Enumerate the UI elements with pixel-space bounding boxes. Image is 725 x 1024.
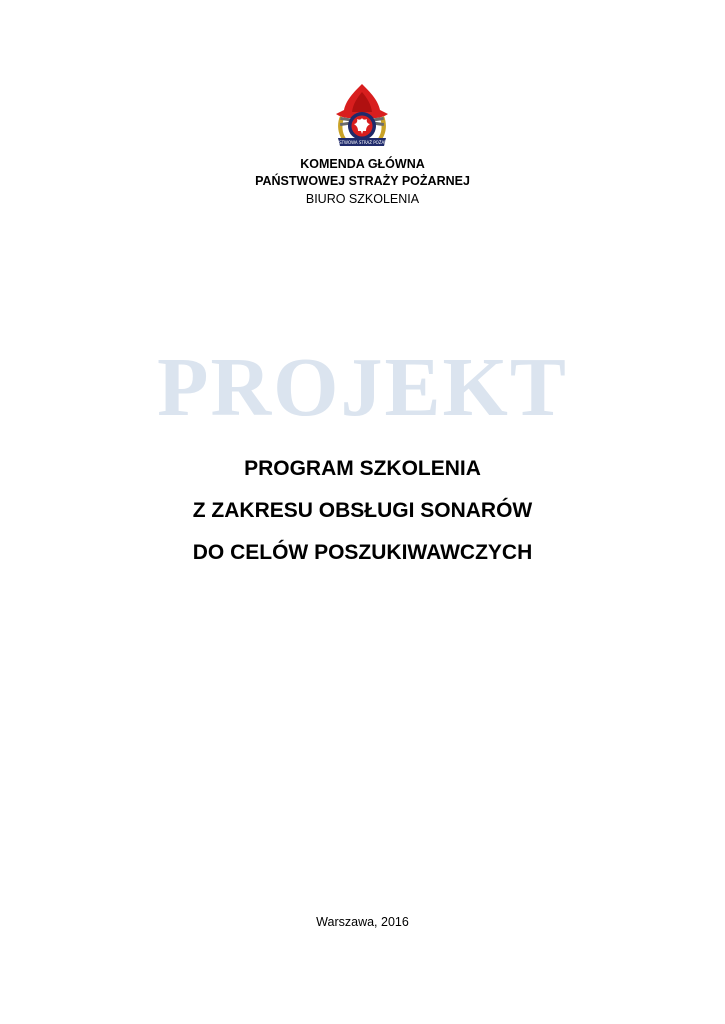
document-title-line-3: DO CELÓW POSZUKIWAWCZYCH bbox=[192, 541, 533, 564]
department-name: BIURO SZKOLENIA bbox=[305, 192, 420, 206]
place-and-date: Warszawa, 2016 bbox=[316, 915, 409, 929]
emblem-ribbon-text: PAŃSTWOWA STRAŻ POŻARNA bbox=[331, 140, 393, 145]
document-title-line-2: Z ZAKRESU OBSŁUGI SONARÓW bbox=[192, 499, 533, 522]
draft-watermark: PROJEKT bbox=[157, 341, 568, 434]
organization-line-1: KOMENDA GŁÓWNA bbox=[300, 157, 425, 171]
fire-service-emblem-icon bbox=[330, 82, 394, 152]
organization-line-2: PAŃSTWOWEJ STRAŻY POŻARNEJ bbox=[255, 174, 470, 188]
document-title-line-1: PROGRAM SZKOLENIA bbox=[244, 457, 481, 480]
